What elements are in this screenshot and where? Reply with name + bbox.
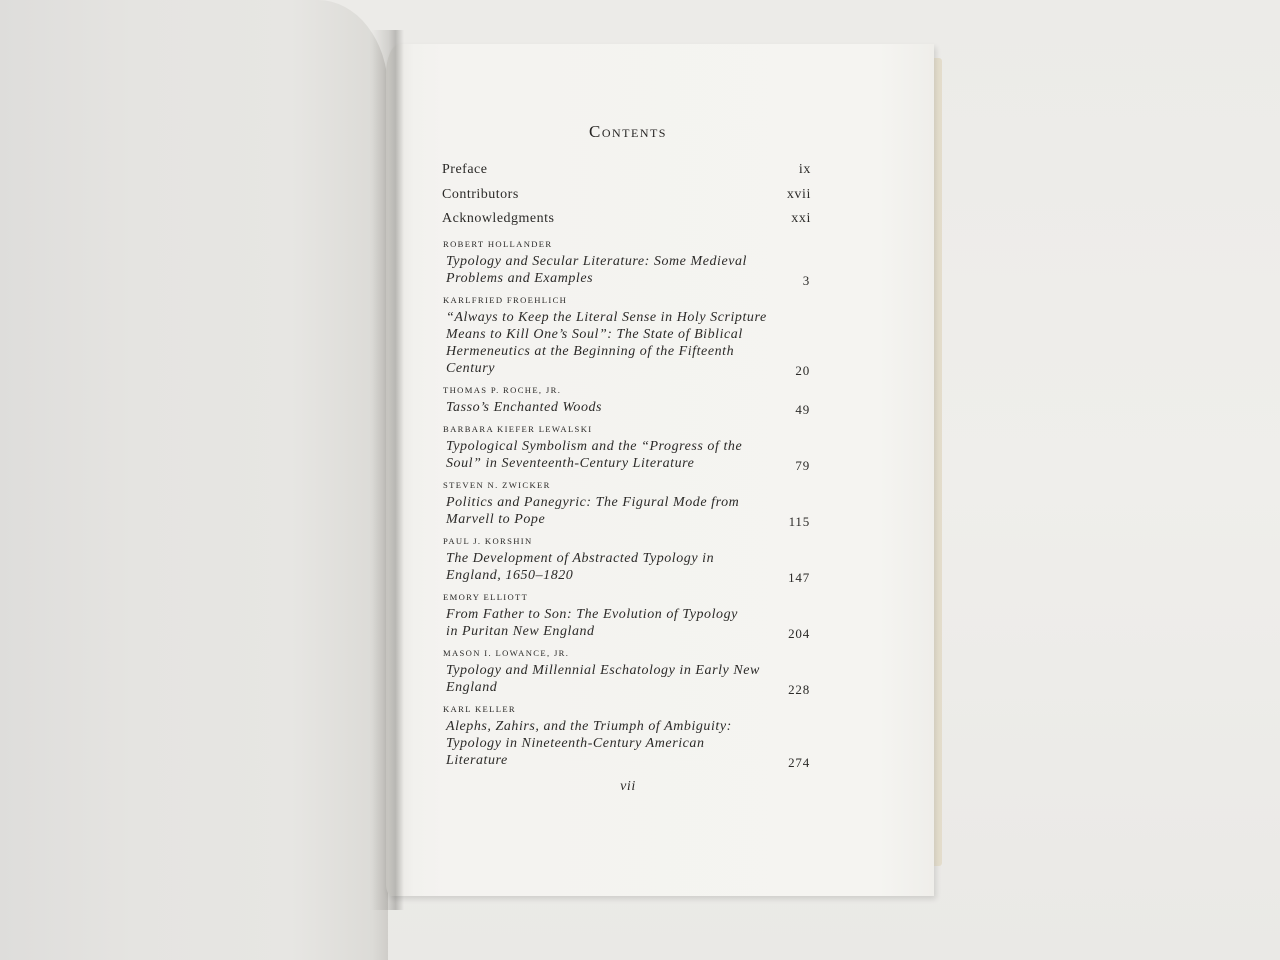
chapter-author: THOMAS P. ROCHE, JR. (443, 384, 562, 395)
chapter-page-number: 20 (795, 362, 810, 378)
chapter-page-number: 274 (788, 754, 810, 770)
chapter-entry (442, 589, 812, 640)
toc-title: Contents (588, 122, 667, 141)
chapter-author: PAUL J. KORSHIN (443, 535, 533, 546)
chapter-entry (442, 477, 812, 528)
chapter-title-line: Century (446, 360, 495, 376)
chapter-title-line: Marvell to Pope (446, 511, 546, 527)
page-folio: vii (620, 779, 636, 794)
front-matter-page-number: xvii (786, 186, 811, 202)
front-matter-label: Preface (442, 162, 488, 177)
chapter-title-line: The Development of Abstracted Typology in (446, 550, 715, 566)
chapter-title-line: Politics and Panegyric: The Figural Mode from (446, 494, 740, 510)
chapter-entry (442, 421, 812, 472)
front-matter-row (442, 207, 812, 232)
chapter-entry (442, 382, 812, 416)
chapter-title-line: Typology and Secular Literature: Some Medieval (446, 253, 747, 269)
left-page (0, 0, 388, 960)
chapter-title-line: in Puritan New England (446, 623, 595, 639)
chapter-entry (442, 645, 812, 696)
chapter-title-line: England, 1650–1820 (446, 567, 574, 583)
front-matter-row (442, 158, 812, 183)
table-of-contents (442, 158, 812, 774)
front-matter-row (442, 183, 812, 208)
front-matter-page-number: ix (798, 162, 811, 177)
chapter-title-line: Soul” in Seventeenth-Century Literature (446, 455, 695, 471)
chapter-page-number: 79 (795, 457, 810, 473)
chapter-entry (442, 236, 812, 287)
chapter-page-number: 204 (788, 625, 810, 641)
front-matter-page-number: xxi (791, 211, 811, 226)
chapter-author: ROBERT HOLLANDER (443, 238, 553, 249)
front-matter-label: Acknowledgments (442, 211, 555, 226)
chapter-title-line: Alephs, Zahirs, and the Triumph of Ambiguity: (446, 718, 732, 734)
chapter-list (442, 236, 812, 769)
chapter-page-number: 115 (788, 513, 810, 529)
chapter-page-number: 228 (788, 681, 810, 697)
chapter-title (442, 606, 738, 640)
chapter-page-number: 49 (795, 401, 810, 417)
chapter-title (442, 718, 732, 769)
chapter-title-line: Typology in Nineteenth-Century American (446, 735, 705, 751)
chapter-author: BARBARA KIEFER LEWALSKI (443, 423, 593, 434)
chapter-title-line: Hermeneutics at the Beginning of the Fifteenth (446, 343, 735, 359)
chapter-title-line: Typology and Millennial Eschatology in Early New (446, 662, 760, 678)
chapter-author: STEVEN N. ZWICKER (443, 479, 551, 490)
chapter-title-line: From Father to Son: The Evolution of Typology (446, 606, 738, 622)
front-matter-label: Contributors (442, 186, 519, 202)
chapter-title-line: Typological Symbolism and the “Progress of the (446, 438, 743, 454)
chapter-author: KARLFRIED FROEHLICH (443, 294, 568, 305)
gutter-shadow (370, 30, 404, 910)
chapter-entry (442, 292, 812, 377)
chapter-title (442, 309, 767, 377)
chapter-title (442, 438, 742, 472)
chapter-title-line: England (446, 679, 498, 695)
chapter-author: KARL KELLER (443, 703, 517, 714)
chapter-title-line: Literature (446, 752, 508, 768)
chapter-title (442, 662, 760, 696)
chapter-page-number: 147 (788, 569, 810, 585)
chapter-entry (442, 701, 812, 769)
chapter-page-number: 3 (802, 272, 810, 288)
chapter-title (442, 399, 602, 416)
chapter-entry (442, 533, 812, 584)
chapter-title (442, 253, 747, 287)
chapter-title-line: Problems and Examples (446, 270, 594, 286)
chapter-author: MASON I. LOWANCE, JR. (443, 647, 570, 658)
chapter-title (442, 550, 714, 584)
chapter-title-line: “Always to Keep the Literal Sense in Holy Scripture (446, 309, 767, 325)
chapter-title-line: Tasso’s Enchanted Woods (446, 399, 603, 415)
chapter-title-line: Means to Kill One’s Soul”: The State of Biblical (446, 326, 743, 342)
chapter-title (442, 494, 739, 528)
chapter-author: EMORY ELLIOTT (443, 591, 529, 602)
